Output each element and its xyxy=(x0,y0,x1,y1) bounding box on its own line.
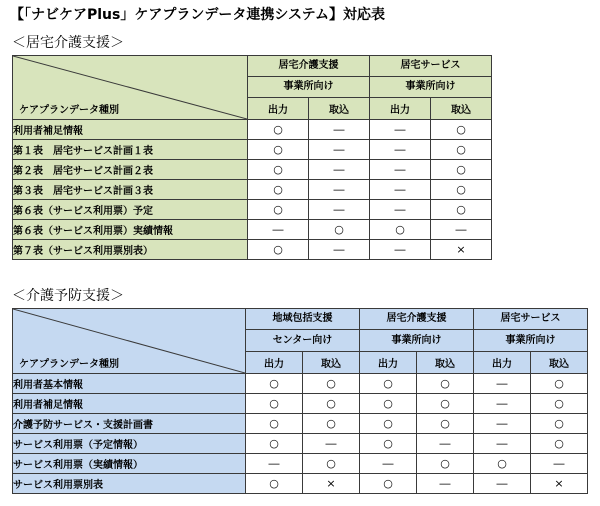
group-header-care-support-line1: 居宅介護支援 xyxy=(360,309,474,330)
group-header-care-support-line2: 事業所向け xyxy=(360,330,474,352)
section-heading-preventive-care-support: ＜介護予防支援＞ xyxy=(12,288,124,304)
cell-value: ○ xyxy=(360,394,417,414)
row-label: サービス利用票（実績情報） xyxy=(13,454,246,474)
row-label: 利用者補足情報 xyxy=(13,394,246,414)
cell-value: ― xyxy=(309,160,370,180)
cell-value: ○ xyxy=(431,200,492,220)
cell-value: ○ xyxy=(303,414,360,434)
cell-value: ○ xyxy=(248,120,309,140)
table-row xyxy=(13,180,492,200)
cell-value: ― xyxy=(417,434,474,454)
row-label: 第６表（サービス利用票）予定 xyxy=(13,200,248,220)
table-row xyxy=(13,414,588,434)
section-heading-home-care-support: ＜居宅介護支援＞ xyxy=(12,35,124,51)
subheader-import: 取込 xyxy=(531,352,588,374)
row-label: 利用者補足情報 xyxy=(13,120,248,140)
cell-value: ○ xyxy=(303,374,360,394)
cell-value: ― xyxy=(474,394,531,414)
cell-value: ○ xyxy=(431,140,492,160)
row-label: 第１表 居宅サービス計画１表 xyxy=(13,140,248,160)
cell-value: ― xyxy=(309,240,370,260)
cell-value: ○ xyxy=(417,414,474,434)
cell-value: ○ xyxy=(417,454,474,474)
row-label: 利用者基本情報 xyxy=(13,374,246,394)
subheader-output: 出力 xyxy=(370,98,431,120)
cell-value: ○ xyxy=(246,434,303,454)
preventive-care-support-table xyxy=(12,308,588,494)
cell-value: ○ xyxy=(417,394,474,414)
cell-value: ○ xyxy=(431,160,492,180)
corner-label: ケアプランデータ種別 xyxy=(19,359,119,370)
cell-value: ○ xyxy=(303,454,360,474)
cell-value: × xyxy=(303,474,360,494)
table-row xyxy=(13,120,492,140)
table-corner-header xyxy=(13,309,246,374)
cell-value: ○ xyxy=(370,220,431,240)
table-row xyxy=(13,394,588,414)
cell-value: ― xyxy=(248,220,309,240)
cell-value: ○ xyxy=(431,180,492,200)
table-row xyxy=(13,140,492,160)
cell-value: ― xyxy=(309,180,370,200)
cell-value: ― xyxy=(309,140,370,160)
cell-value: ○ xyxy=(531,374,588,394)
cell-value: ― xyxy=(246,454,303,474)
cell-value: ― xyxy=(370,120,431,140)
cell-value: ○ xyxy=(248,140,309,160)
table-row xyxy=(13,240,492,260)
cell-value: ― xyxy=(474,474,531,494)
cell-value: ― xyxy=(417,474,474,494)
row-label: 介護予防サービス・支援計画書 xyxy=(13,414,246,434)
cell-value: ○ xyxy=(531,434,588,454)
table-row xyxy=(13,474,588,494)
cell-value: ― xyxy=(474,414,531,434)
cell-value: ― xyxy=(370,160,431,180)
cell-value: ○ xyxy=(248,200,309,220)
corner-label: ケアプランデータ種別 xyxy=(19,105,119,116)
row-label: サービス利用票（予定情報） xyxy=(13,434,246,454)
table-row xyxy=(13,374,588,394)
cell-value: ○ xyxy=(360,474,417,494)
cell-value: ○ xyxy=(248,180,309,200)
cell-value: ― xyxy=(360,454,417,474)
cell-value: ○ xyxy=(246,374,303,394)
cell-value: ― xyxy=(370,200,431,220)
group-header-home-service-line1: 居宅サービス xyxy=(370,56,492,77)
table-row xyxy=(13,200,492,220)
page-title: 【「ナビケアPlus」ケアプランデータ連携システム】対応表 xyxy=(10,7,385,23)
subheader-import: 取込 xyxy=(309,98,370,120)
table-row xyxy=(13,220,492,240)
row-label: 第２表 居宅サービス計画２表 xyxy=(13,160,248,180)
cell-value: ― xyxy=(370,140,431,160)
subheader-output: 出力 xyxy=(360,352,417,374)
table-row xyxy=(13,434,588,454)
row-label: 第６表（サービス利用票）実績情報 xyxy=(13,220,248,240)
subheader-output: 出力 xyxy=(248,98,309,120)
group-header-care-support-line2: 事業所向け xyxy=(248,77,370,98)
group-header-care-support-line1: 居宅介護支援 xyxy=(248,56,370,77)
home-care-support-table xyxy=(12,55,492,260)
cell-value: ― xyxy=(303,434,360,454)
cell-value: ― xyxy=(474,434,531,454)
group-header-home-service-line2: 事業所向け xyxy=(370,77,492,98)
cell-value: ○ xyxy=(531,394,588,414)
cell-value: ○ xyxy=(531,414,588,434)
cell-value: ○ xyxy=(417,374,474,394)
cell-value: ― xyxy=(431,220,492,240)
cell-value: × xyxy=(531,474,588,494)
row-label: サービス利用票別表 xyxy=(13,474,246,494)
cell-value: ― xyxy=(309,200,370,220)
cell-value: ○ xyxy=(246,394,303,414)
cell-value: ○ xyxy=(248,160,309,180)
cell-value: ○ xyxy=(360,434,417,454)
row-label: 第３表 居宅サービス計画３表 xyxy=(13,180,248,200)
group-header-home-service-line2: 事業所向け xyxy=(474,330,588,352)
cell-value: ○ xyxy=(309,220,370,240)
row-label: 第７表（サービス利用票別表） xyxy=(13,240,248,260)
cell-value: ○ xyxy=(431,120,492,140)
subheader-output: 出力 xyxy=(246,352,303,374)
cell-value: ○ xyxy=(360,414,417,434)
cell-value: ― xyxy=(531,454,588,474)
subheader-import: 取込 xyxy=(417,352,474,374)
group-header-community-center-line1: 地域包括支援 xyxy=(246,309,360,330)
group-header-community-center-line2: センター向け xyxy=(246,330,360,352)
cell-value: ― xyxy=(309,120,370,140)
cell-value: ― xyxy=(474,374,531,394)
cell-value: ― xyxy=(370,240,431,260)
table-row xyxy=(13,454,588,474)
group-header-home-service-line1: 居宅サービス xyxy=(474,309,588,330)
cell-value: ― xyxy=(370,180,431,200)
subheader-import: 取込 xyxy=(303,352,360,374)
cell-value: ○ xyxy=(474,454,531,474)
table-row xyxy=(13,160,492,180)
cell-value: ○ xyxy=(246,474,303,494)
subheader-import: 取込 xyxy=(431,98,492,120)
cell-value: ○ xyxy=(303,394,360,414)
cell-value: × xyxy=(431,240,492,260)
cell-value: ○ xyxy=(246,414,303,434)
cell-value: ○ xyxy=(360,374,417,394)
table-corner-header xyxy=(13,56,248,120)
subheader-output: 出力 xyxy=(474,352,531,374)
cell-value: ○ xyxy=(248,240,309,260)
